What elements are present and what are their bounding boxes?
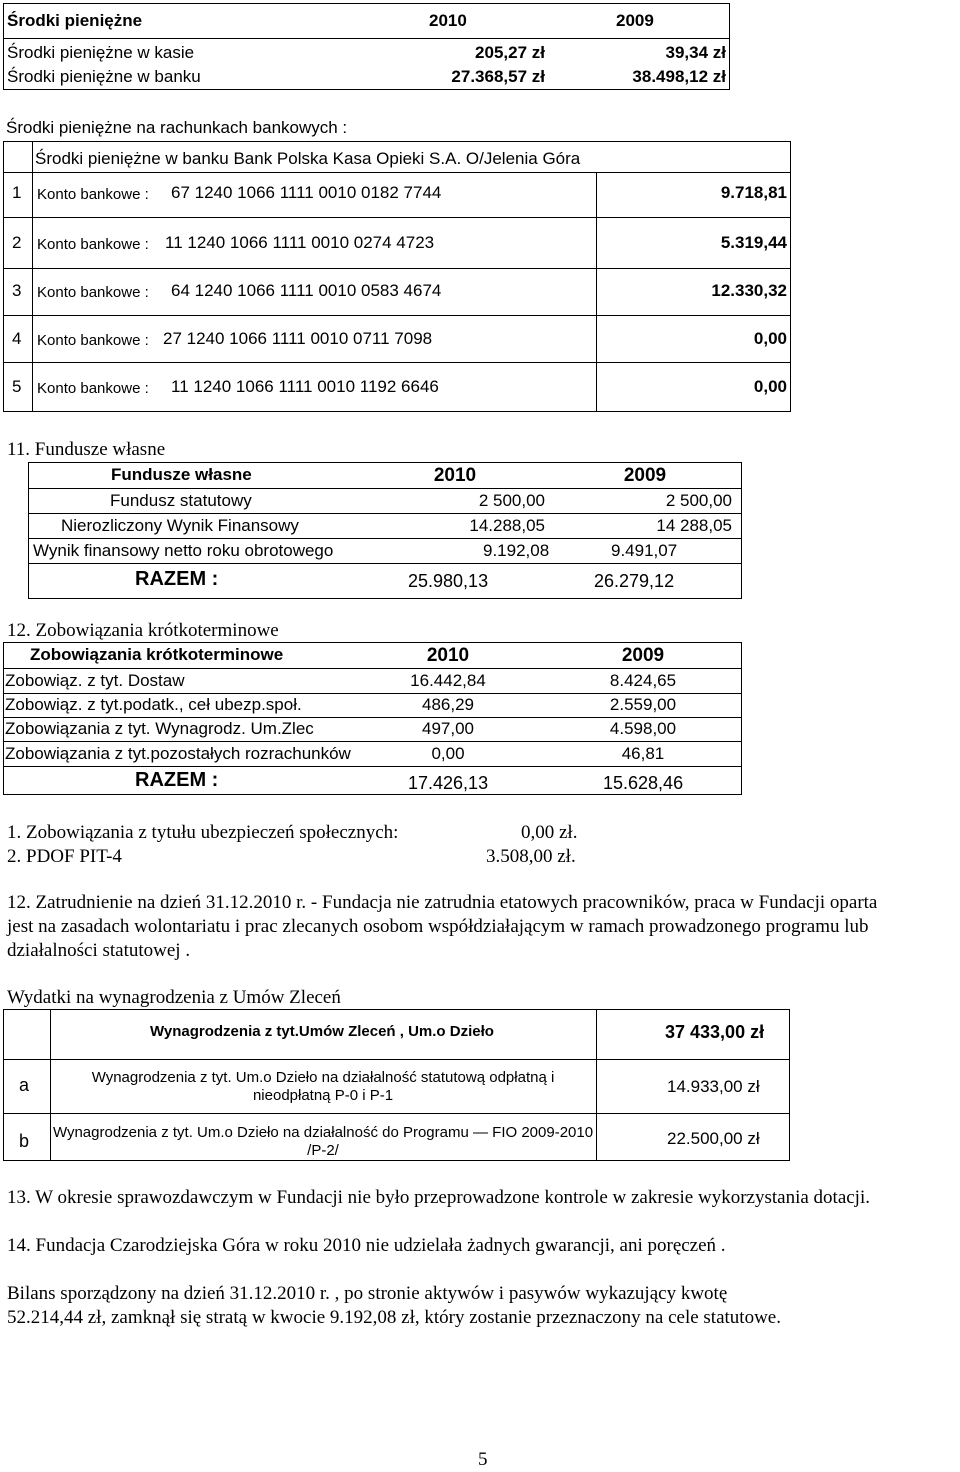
account-number: 27 1240 1066 1111 0010 0711 7098 [163, 329, 433, 348]
note-value: 3.508,00 zł. [486, 846, 576, 867]
wages-header-label: Wynagrodzenia z tyt.Umów Zleceń , Um.o Dzieło [150, 1023, 494, 1040]
funds-total-label: RAZEM : [135, 568, 219, 590]
liabilities-total-label: RAZEM : [135, 769, 219, 791]
account-label: Konto bankowe : [37, 186, 149, 203]
funds-total-2010: 25.980,13 [408, 571, 489, 591]
wages-row-letter: b [19, 1131, 30, 1151]
liabilities-row-value-2010: 497,00 [422, 719, 474, 738]
funds-row-value-2010: 2 500,00 [478, 491, 545, 510]
note-label: 2. PDOF PIT-4 [7, 846, 122, 867]
liabilities-header-2010: 2010 [426, 645, 470, 666]
funds-row-value-2010: 14.288,05 [469, 516, 545, 535]
cash-row-value-2010: 27.368,57 zł [451, 67, 545, 86]
liabilities-row-value-2009: 46,81 [621, 744, 665, 763]
paragraph-14: 14. Fundacja Czarodziejska Góra w roku 2010 nie udzielała żadnych gwarancji, ani poręczeń . [7, 1235, 726, 1256]
cash-table-header-label: Środki pieniężne [7, 11, 143, 30]
funds-header-2009: 2009 [623, 465, 667, 486]
account-label: Konto bankowe : [37, 380, 149, 397]
funds-row-value-2009: 14 288,05 [656, 516, 732, 535]
balance-line: Bilans sporządzony na dzień 31.12.2010 r. , po stronie aktywów i pasywów wykazujący kwotę [7, 1283, 728, 1304]
account-index: 4 [12, 329, 22, 348]
funds-row-value-2009: 9.491,07 [611, 541, 678, 560]
bank-section-title: Środki pieniężne na rachunkach bankowych : [6, 118, 348, 137]
liabilities-row-label: Zobowiązania z tyt.pozostałych rozrachunków [5, 744, 351, 763]
account-number: 67 1240 1066 1111 0010 0182 7744 [171, 183, 442, 202]
liabilities-row-value-2010: 0,00 [431, 744, 465, 763]
liabilities-row-label: Zobowiązania z tyt. Wynagrodz. Um.Zlec [5, 719, 314, 738]
liabilities-row-label: Zobowiąz. z tyt. Dostaw [5, 671, 185, 690]
wages-row-letter: a [19, 1075, 30, 1095]
wages-row-desc-line1: Wynagrodzenia z tyt. Um.o Dzieło na działalność do Programu — FIO 2009-2010 [52, 1124, 594, 1141]
cash-table-header-2009: 2009 [616, 11, 654, 30]
wages-row-desc-line2: nieodpłatną P-0 i P-1 [252, 1087, 394, 1104]
liabilities-header-2009: 2009 [621, 645, 665, 666]
account-index: 1 [12, 183, 22, 202]
cash-row-value-2010: 205,27 zł [475, 43, 545, 62]
wages-heading: Wydatki na wynagrodzenia z Umów Zleceń [7, 987, 341, 1008]
wages-row-desc-line1: Wynagrodzenia z tyt. Um.o Dzieło na działalność statutową odpłatną i [91, 1069, 555, 1086]
liabilities-heading: 12. Zobowiązania krótkoterminowe [7, 620, 279, 641]
account-label: Konto bankowe : [37, 236, 149, 253]
employment-line: 12. Zatrudnienie na dzień 31.12.2010 r. - Fundacja nie zatrudnia etatowych pracowników, praca w Fundacji oparta [7, 892, 878, 913]
funds-row-value-2010: 9.192,08 [483, 541, 550, 560]
cash-table-header-2010: 2010 [429, 11, 467, 30]
account-amount: 5.319,44 [720, 233, 787, 252]
funds-row-value-2009: 2 500,00 [665, 491, 732, 510]
funds-heading: 11. Fundusze własne [7, 439, 166, 460]
funds-header-2010: 2010 [433, 465, 477, 486]
note-value: 0,00 zł. [521, 822, 578, 843]
account-amount: 0,00 [753, 329, 787, 348]
balance-line: 52.214,44 zł, zamknął się stratą w kwocie 9.192,08 zł, który zostanie przeznaczony na cele statutowe. [7, 1307, 781, 1328]
account-number: 11 1240 1066 1111 0010 0274 4723 [165, 233, 435, 252]
liabilities-row-value-2009: 4.598,00 [609, 719, 677, 738]
note-label: 1. Zobowiązania z tytułu ubezpieczeń społecznych: [7, 822, 399, 843]
paragraph-13: 13. W okresie sprawozdawczym w Fundacji nie było przeprowadzone kontrole w zakresie wykorzystania dotacji. [7, 1187, 870, 1208]
wages-row-desc-line2: /P-2/ [307, 1142, 339, 1159]
cash-row-value-2009: 38.498,12 zł [632, 67, 726, 86]
employment-line: jest na zasadach wolontariatu i prac zlecanych osobom współdziałającym w ramach prowadzonego programu lub [7, 916, 869, 937]
funds-header-label: Fundusze własne [111, 465, 252, 484]
cash-row-label: Środki pieniężne w banku [7, 67, 201, 86]
funds-row-label: Fundusz statutowy [110, 491, 252, 510]
liabilities-total-2010: 17.426,13 [408, 773, 489, 793]
liabilities-row-value-2010: 486,29 [422, 695, 474, 714]
funds-row-label: Nierozliczony Wynik Finansowy [61, 516, 299, 535]
account-label: Konto bankowe : [37, 284, 149, 301]
wages-row-amount: 14.933,00 zł [667, 1077, 760, 1096]
cash-row-label: Środki pieniężne w kasie [7, 43, 195, 62]
account-number: 11 1240 1066 1111 0010 1192 6646 [171, 377, 439, 396]
account-amount: 0,00 [753, 377, 787, 396]
liabilities-row-label: Zobowiąz. z tyt.podatk., ceł ubezp.społ. [5, 695, 302, 714]
funds-total-2009: 26.279,12 [594, 571, 675, 591]
account-amount: 9.718,81 [720, 183, 787, 202]
account-label: Konto bankowe : [37, 332, 149, 349]
wages-row-amount: 22.500,00 zł [667, 1129, 760, 1148]
liabilities-row-value-2009: 2.559,00 [609, 695, 677, 714]
liabilities-row-value-2010: 16.442,84 [410, 671, 486, 690]
account-amount: 12.330,32 [711, 281, 787, 300]
account-index: 2 [12, 233, 22, 252]
account-number: 64 1240 1066 1111 0010 0583 4674 [171, 281, 442, 300]
liabilities-total-2009: 15.628,46 [603, 773, 684, 793]
account-index: 5 [12, 377, 22, 396]
liabilities-header-label: Zobowiązania krótkoterminowe [30, 645, 284, 664]
page-number: 5 [478, 1449, 488, 1470]
bank-name: Środki pieniężne w banku Bank Polska Kasa Opieki S.A. O/Jelenia Góra [35, 149, 581, 168]
account-index: 3 [12, 281, 22, 300]
liabilities-row-value-2009: 8.424,65 [609, 671, 677, 690]
wages-header-amount: 37 433,00 zł [665, 1022, 765, 1042]
employment-line: działalności statutowej . [7, 940, 191, 961]
cash-row-value-2009: 39,34 zł [665, 43, 726, 62]
funds-row-label: Wynik finansowy netto roku obrotowego [33, 541, 334, 560]
